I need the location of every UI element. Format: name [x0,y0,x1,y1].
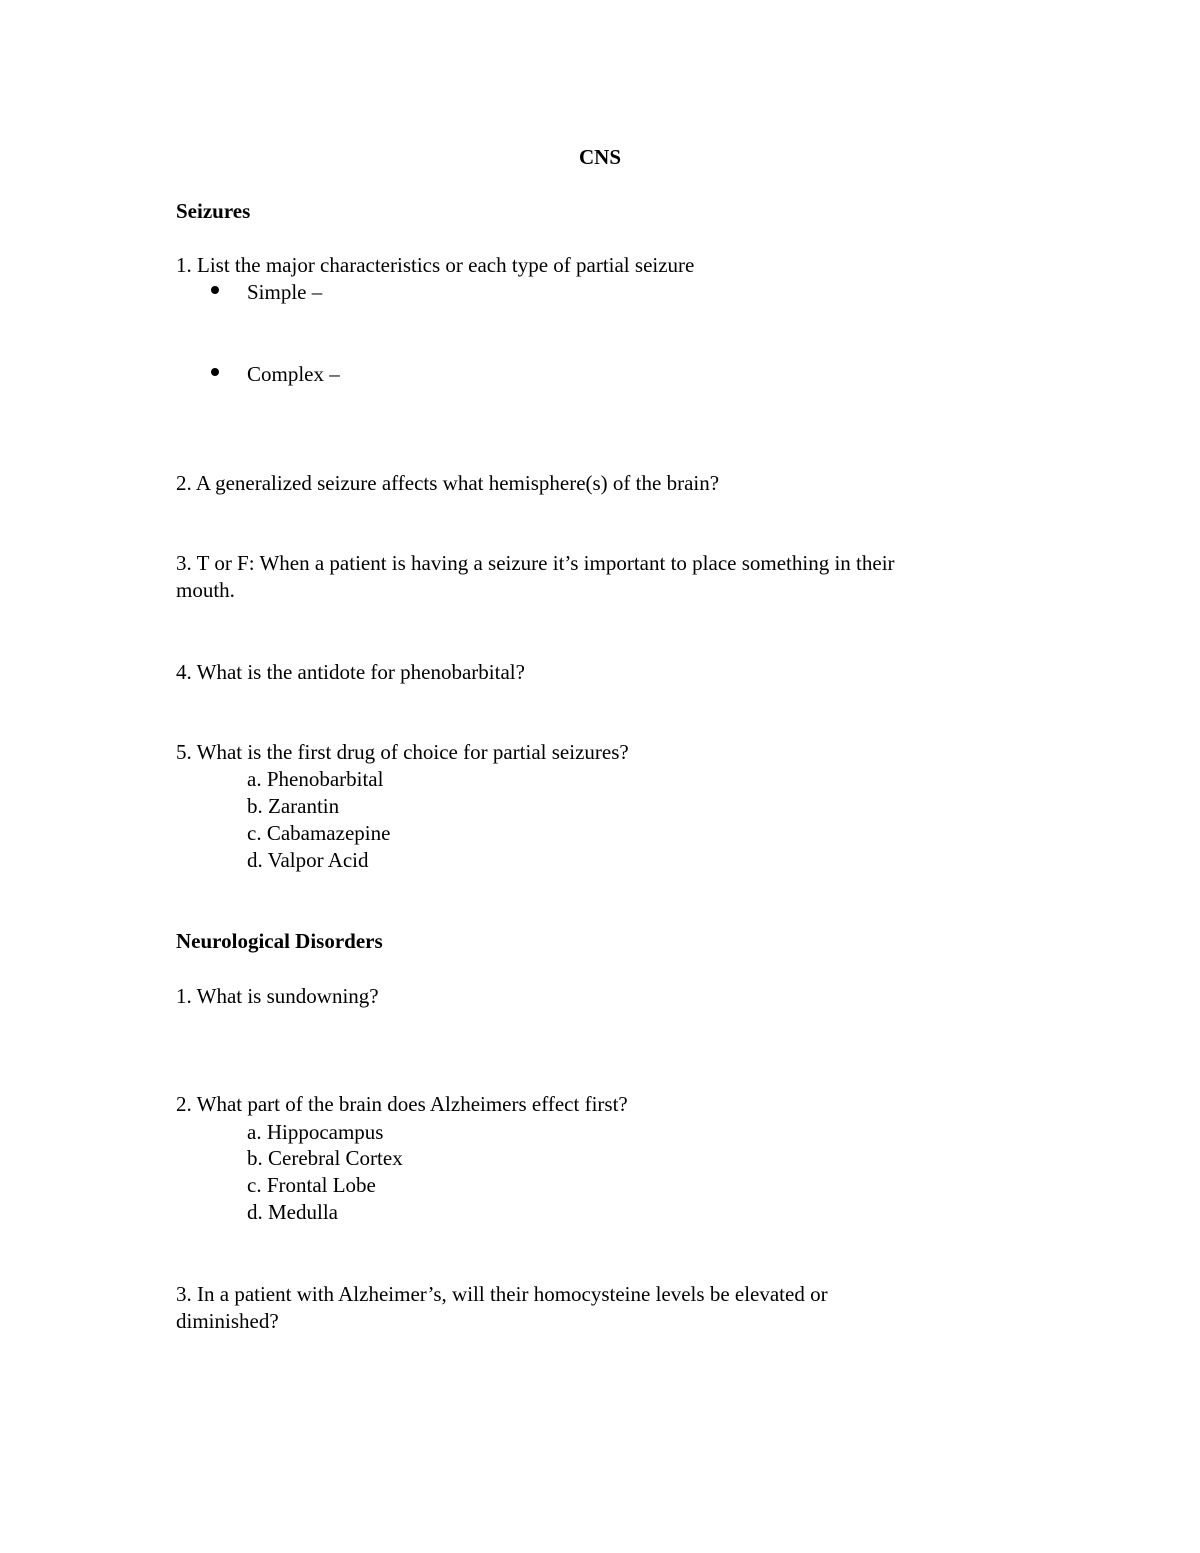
section-heading-seizures: Seizures [176,199,251,223]
answer-option: b. Cerebral Cortex [247,1146,403,1170]
answer-option: a. Phenobarbital [247,767,384,791]
bullet-icon [211,368,219,376]
question-text: 3. In a patient with Alzheimer’s, will their homocysteine levels be elevated or [176,1282,828,1306]
answer-option: a. Hippocampus [247,1120,384,1144]
question-text: 2. A generalized seizure affects what hemisphere(s) of the brain? [176,471,720,495]
question-text: 5. What is the first drug of choice for partial seizures? [176,740,629,764]
answer-option: d. Valpor Acid [247,848,369,872]
bullet-item-complex: Complex – [247,362,340,386]
answer-option: c. Cabamazepine [247,821,391,845]
bullet-icon [211,286,219,294]
question-text: 3. T or F: When a patient is having a seizure it’s important to place something in their [176,551,895,575]
answer-option: b. Zarantin [247,794,340,818]
question-text-continued: mouth. [176,578,235,602]
bullet-item-simple: Simple – [247,280,323,304]
section-heading-neurological-disorders: Neurological Disorders [176,929,383,953]
answer-option: d. Medulla [247,1200,338,1224]
question-text: 1. List the major characteristics or each type of partial seizure [176,253,695,277]
answer-option: c. Frontal Lobe [247,1173,376,1197]
question-text-continued: diminished? [176,1309,279,1333]
document-title: CNS [578,145,621,169]
question-text: 2. What part of the brain does Alzheimers effect first? [176,1092,628,1116]
question-text: 1. What is sundowning? [176,984,379,1008]
question-text: 4. What is the antidote for phenobarbital? [176,660,525,684]
